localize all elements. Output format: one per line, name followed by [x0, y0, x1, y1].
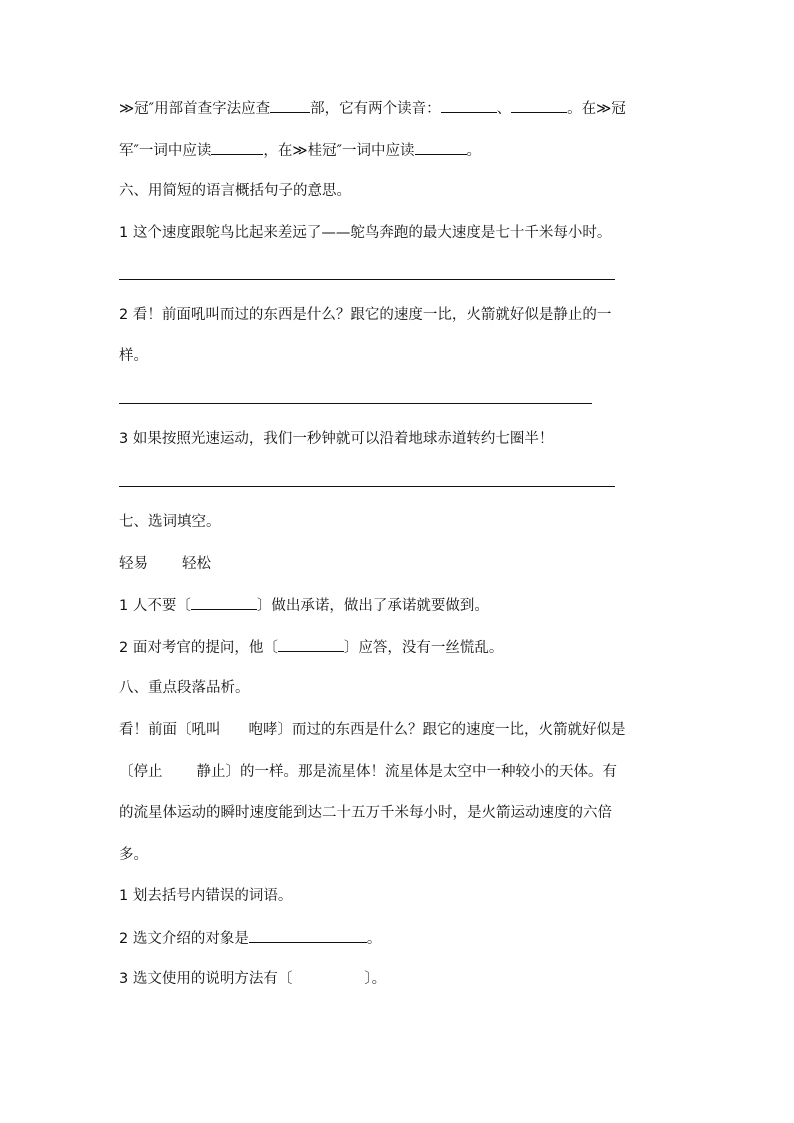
blank-reading-1[interactable]	[441, 98, 497, 113]
q6-item-2-line-1: 2 看！前面吼叫而过的东西是什么？跟它的速度一比，火箭就好似是静止的一	[119, 307, 612, 323]
q7-item-2-text-a: 2 面对考官的提问，他〔	[119, 640, 278, 656]
q8-p1-text-b: 咆哮〕而过的东西是什么？跟它的速度一比，火箭就好似是	[248, 722, 626, 738]
q5-line-2-text-a: 军″一词中应读	[119, 143, 212, 159]
answer-line-3[interactable]	[119, 486, 615, 487]
blank-fill-2[interactable]	[278, 637, 344, 652]
q8-p1-text-a: 看！前面〔吼叫	[119, 722, 221, 738]
q7-item-1-text-a: 1 人不要〔	[119, 598, 191, 614]
q7-item-1-text-b: 〕做出承诺，做出了承诺就要做到。	[256, 598, 489, 614]
q8-p2-text-b: 静止〕的一样。那是流星体！流星体是太空中一种较小的天体。有	[196, 764, 617, 780]
q5-line-2	[119, 140, 481, 161]
word-option-1: 轻易	[119, 556, 148, 572]
q5-line-1	[119, 98, 626, 119]
q5-line-2-text-b: ，在≫桂冠″一词中应读	[263, 143, 415, 159]
q5-line-1-text-b: 部，它有两个读音：	[310, 101, 441, 117]
blank-reading-laurel[interactable]	[415, 140, 467, 155]
q5-line-1-text-a: ≫冠″用部首查字法应查	[119, 101, 271, 117]
q7-word-options	[119, 554, 211, 574]
q8-item-3	[119, 969, 386, 989]
q8-item-2-text-a: 2 选文介绍的对象是	[119, 931, 249, 947]
q5-line-1-text-d: 。在≫冠	[567, 101, 626, 117]
q7-title: 七、选词填空。	[119, 514, 221, 530]
q8-passage-line-2	[119, 762, 617, 782]
q8-passage-line-1	[119, 720, 626, 740]
q6-item-2-line-2: 样。	[119, 348, 148, 364]
q8-passage-line-3: 的流星体运动的瞬时速度能到达二十五万千米每小时，是火箭运动速度的六倍	[119, 805, 612, 821]
blank-fill-1[interactable]	[191, 595, 257, 610]
q6-item-1: 1 这个速度跟鸵鸟比起来差远了——鸵鸟奔跑的最大速度是七十千米每小时。	[119, 225, 612, 241]
q8-p2-text-a: 〔停止	[119, 764, 163, 780]
q8-item-3-text-a: 3 选文使用的说明方法有〔	[119, 971, 293, 987]
q6-item-3: 3 如果按照光速运动，我们一秒钟就可以沿着地球赤道转约七圈半！	[119, 431, 554, 447]
q7-item-2-text-b: 〕应答，没有一丝慌乱。	[343, 640, 504, 656]
q5-line-2-text-c: 。	[466, 143, 482, 159]
blank-object[interactable]	[249, 928, 367, 943]
answer-line-1[interactable]	[119, 279, 615, 280]
q8-item-1: 1 划去括号内错误的词语。	[119, 888, 293, 904]
q8-item-2	[119, 928, 381, 949]
q7-item-1	[119, 595, 489, 616]
blank-radical[interactable]	[270, 98, 310, 113]
q8-title: 八、重点段落品析。	[119, 680, 250, 696]
q8-item-2-text-b: 。	[366, 931, 382, 947]
blank-reading-2[interactable]	[511, 98, 567, 113]
q6-title: 六、用简短的语言概括句子的意思。	[119, 183, 351, 199]
q8-passage-line-4: 多。	[119, 847, 148, 863]
word-option-2: 轻松	[182, 556, 211, 572]
answer-line-2[interactable]	[119, 403, 592, 404]
q8-item-3-text-b: 〕。	[364, 971, 387, 987]
q7-item-2	[119, 637, 503, 658]
q5-line-1-text-c: 、	[496, 101, 512, 117]
blank-reading-champion[interactable]	[211, 140, 263, 155]
